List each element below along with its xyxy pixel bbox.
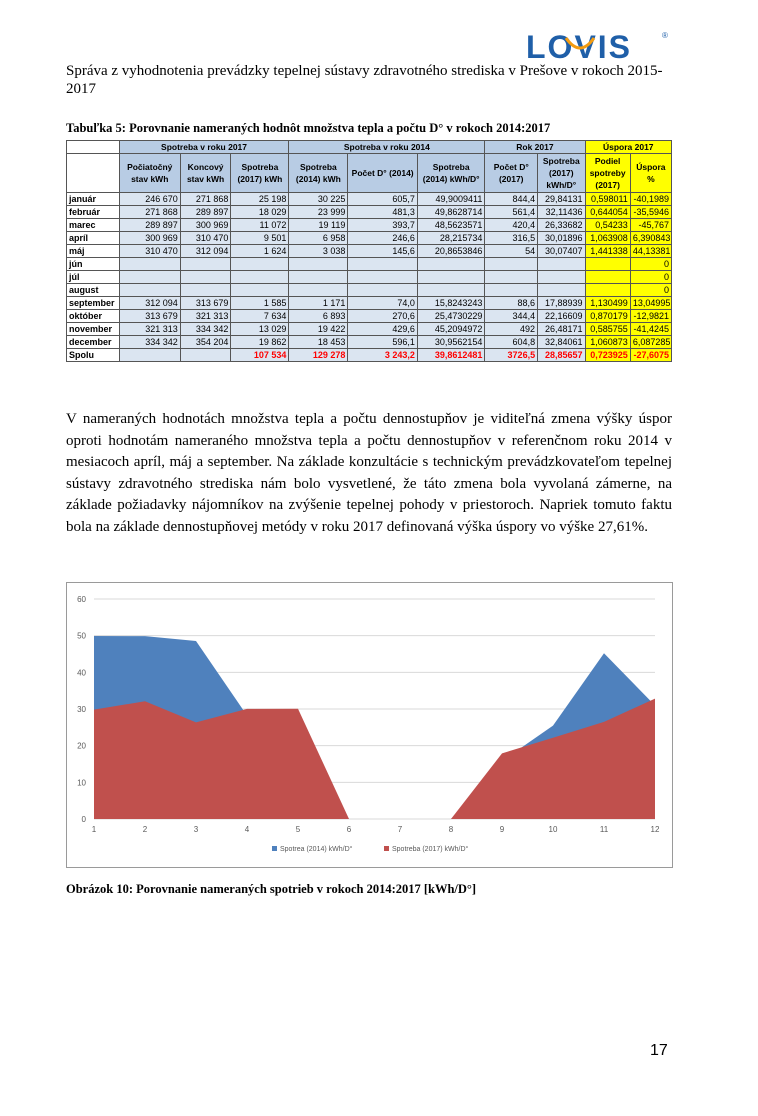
table-cell: 44,13381 [630, 245, 671, 258]
table-cell: 289 897 [119, 219, 180, 232]
month-cell: Spolu [67, 349, 120, 362]
table-cell: 129 278 [289, 349, 348, 362]
table-cell: 30,9562154 [417, 336, 484, 349]
table-cell: 11 072 [231, 219, 289, 232]
x-tick-label: 11 [599, 825, 609, 834]
table-cell: 271 868 [119, 206, 180, 219]
y-tick-label: 40 [77, 668, 86, 678]
table-cell: 300 969 [180, 219, 231, 232]
table-total-row [67, 349, 672, 362]
table-cell: 420,4 [485, 219, 538, 232]
table-cell [485, 271, 538, 284]
table-cell [348, 284, 418, 297]
table-cell: 20,8653846 [417, 245, 484, 258]
table-cell [485, 258, 538, 271]
legend-label: Spotreba (2017) kWh/D° [392, 846, 469, 853]
table-cell [538, 271, 585, 284]
table-row [67, 219, 672, 232]
table-cell: 13,04995 [630, 297, 671, 310]
table-row [67, 232, 672, 245]
column-header: Spotreba (2017) kWh [231, 154, 289, 193]
group-header: Rok 2017 [485, 141, 585, 154]
header-text: Správa z vyhodnotenia prevádzky tepelnej sústavy zdravotného strediska v Prešove v rokoch 2015-2017 [66, 63, 663, 97]
table-cell [180, 349, 231, 362]
table-cell [585, 258, 630, 271]
x-tick-label: 9 [499, 825, 505, 834]
table-cell: -27,6075 [630, 349, 671, 362]
table-row [67, 193, 672, 206]
table-cell: 246,6 [348, 232, 418, 245]
data-table [66, 140, 672, 362]
y-tick-label: 60 [77, 595, 86, 604]
group-header: Spotreba v roku 2017 [119, 141, 289, 154]
table-cell: 1,063908 [585, 232, 630, 245]
table-cell: -41,4245 [630, 323, 671, 336]
table-cell: 0,585755 [585, 323, 630, 336]
table-cell: 13 029 [231, 323, 289, 336]
table-cell: 19 422 [289, 323, 348, 336]
table-cell: 312 094 [119, 297, 180, 310]
table-cell: 492 [485, 323, 538, 336]
table-cell: 316,5 [485, 232, 538, 245]
table-cell [538, 284, 585, 297]
table-cell: 344,4 [485, 310, 538, 323]
body-paragraph: V nameraných hodnotách množstva tepla a počtu dennostupňov je viditeľná zmena výšky úspor oproti hodnotám nameraného množstva tepla a počtu dennostupňov v referenčnom roku 2014 v mesiacoch apríl, máj a september. Na základe konzultácie s technickým prevádzkovateľom tepelnej sústavy zdravotného strediska nám bolo vysvetlené, že táto zmena bola vyvolaná zámerne, na základe požiadavky nájomníkov na zvýšenie tepelnej pohody v priestoroch. Napriek tomuto faktu bola na základe dennostupňovej metódy v roku 2017 definovaná výška úspory vo výške 27,61%. [66, 411, 672, 535]
table-cell: 18 453 [289, 336, 348, 349]
table-cell: 310 470 [119, 245, 180, 258]
table-cell: 310 470 [180, 232, 231, 245]
table-cell: 605,7 [348, 193, 418, 206]
table-cell: 54 [485, 245, 538, 258]
x-tick-label: 5 [295, 825, 301, 834]
month-cell: január [67, 193, 120, 206]
table-cell: 429,6 [348, 323, 418, 336]
column-header: Spotreba (2017) kWh/D° [538, 154, 585, 193]
table-cell: 334 342 [119, 336, 180, 349]
table-cell [289, 258, 348, 271]
month-cell: júl [67, 271, 120, 284]
table-cell: 29,84131 [538, 193, 585, 206]
table-cell [585, 271, 630, 284]
x-tick-label: 7 [397, 825, 403, 834]
table-cell [180, 284, 231, 297]
table-cell [119, 349, 180, 362]
table-cell: 561,4 [485, 206, 538, 219]
month-cell: február [67, 206, 120, 219]
table-cell: 0,54233 [585, 219, 630, 232]
table-cell: 481,3 [348, 206, 418, 219]
table-cell: 18 029 [231, 206, 289, 219]
table-row [67, 258, 672, 271]
y-tick-label: 20 [77, 741, 86, 751]
table-cell: 15,8243243 [417, 297, 484, 310]
table-cell: -40,1989 [630, 193, 671, 206]
x-tick-label: 6 [346, 825, 352, 834]
y-tick-label: 50 [77, 631, 86, 641]
table-cell [417, 258, 484, 271]
table-cell: 49,8628714 [417, 206, 484, 219]
x-tick-label: 12 [650, 825, 660, 834]
table-cell: 1,130499 [585, 297, 630, 310]
table-cell: 334 342 [180, 323, 231, 336]
group-header: Spotreba v roku 2014 [289, 141, 485, 154]
table-cell: 393,7 [348, 219, 418, 232]
table-cell: 844,4 [485, 193, 538, 206]
legend-swatch [384, 846, 389, 851]
logo-text: LOVIS [526, 29, 633, 64]
table-cell [417, 284, 484, 297]
table-cell: 321 313 [180, 310, 231, 323]
table-cell: 0,644054 [585, 206, 630, 219]
month-cell: november [67, 323, 120, 336]
table-cell: 145,6 [348, 245, 418, 258]
table-cell: 30,07407 [538, 245, 585, 258]
table-cell: 3 243,2 [348, 349, 418, 362]
table-cell: -45,767 [630, 219, 671, 232]
table-cell: 30 225 [289, 193, 348, 206]
table-cell: 19 862 [231, 336, 289, 349]
chart-svg [67, 583, 672, 867]
table-caption: Tabuľka 5: Porovnanie nameraných hodnôt množstva tepla a počtu D° v rokoch 2014:2017 [66, 121, 551, 135]
table-cell: 312 094 [180, 245, 231, 258]
table-cell: 1,060873 [585, 336, 630, 349]
table-cell: 1 624 [231, 245, 289, 258]
table-cell [180, 258, 231, 271]
table-cell [231, 258, 289, 271]
table-cell: 28,85657 [538, 349, 585, 362]
x-tick-label: 4 [244, 825, 250, 834]
table-cell: 39,8612481 [417, 349, 484, 362]
table-row [67, 271, 672, 284]
table-cell: 3726,5 [485, 349, 538, 362]
lovis-logo [522, 28, 672, 64]
table-cell: 1 585 [231, 297, 289, 310]
month-cell: október [67, 310, 120, 323]
table-cell: 0,870179 [585, 310, 630, 323]
legend-label: Spotrea (2014) kWh/D° [280, 846, 353, 853]
table-cell: 25 198 [231, 193, 289, 206]
table-cell: 313 679 [119, 310, 180, 323]
table-cell [231, 271, 289, 284]
month-cell: september [67, 297, 120, 310]
table-cell: 6 958 [289, 232, 348, 245]
table-cell: 32,84061 [538, 336, 585, 349]
table-cell: 271 868 [180, 193, 231, 206]
table-cell [417, 271, 484, 284]
table-cell: 48,5623571 [417, 219, 484, 232]
column-header: Spotreba (2014) kWh [289, 154, 348, 193]
table-cell: 3 038 [289, 245, 348, 258]
x-tick-label: 8 [448, 825, 454, 834]
column-header: Počet D° (2014) [348, 154, 418, 193]
table-corner [67, 154, 120, 193]
month-cell: december [67, 336, 120, 349]
column-header: Počiatočný stav kWh [119, 154, 180, 193]
table-cell [585, 284, 630, 297]
table-cell: 88,6 [485, 297, 538, 310]
table-cell: 270,6 [348, 310, 418, 323]
table-cell: 6,390843 [630, 232, 671, 245]
month-cell: jún [67, 258, 120, 271]
table-cell: 26,48171 [538, 323, 585, 336]
table-row [67, 297, 672, 310]
table-cell [231, 284, 289, 297]
table-cell: 6,087285 [630, 336, 671, 349]
table-cell: 321 313 [119, 323, 180, 336]
column-header: Úspora % [630, 154, 671, 193]
page-number: 17 [650, 1042, 668, 1059]
table-cell: 0 [630, 284, 671, 297]
table-row [67, 284, 672, 297]
table-cell: 23 999 [289, 206, 348, 219]
table-cell: 19 119 [289, 219, 348, 232]
area-chart [66, 582, 673, 868]
logo-registered: ® [662, 31, 668, 40]
table-cell [180, 271, 231, 284]
figure-caption: Obrázok 10: Porovnanie nameraných spotrieb v rokoch 2014:2017 [kWh/D°] [66, 882, 477, 896]
table-cell [119, 271, 180, 284]
table-cell: 1 171 [289, 297, 348, 310]
table-cell: 0 [630, 258, 671, 271]
table-cell: 0,598011 [585, 193, 630, 206]
table-cell: 74,0 [348, 297, 418, 310]
table-cell: 0,723925 [585, 349, 630, 362]
x-tick-label: 1 [91, 825, 97, 834]
group-header: Úspora 2017 [585, 141, 672, 154]
table-cell: 354 204 [180, 336, 231, 349]
table-cell: 32,11436 [538, 206, 585, 219]
month-cell: máj [67, 245, 120, 258]
table-row [67, 336, 672, 349]
table-cell [119, 258, 180, 271]
legend-swatch [272, 846, 277, 851]
column-header: Počet D° (2017) [485, 154, 538, 193]
y-tick-label: 10 [77, 778, 86, 788]
table-cell: 45,2094972 [417, 323, 484, 336]
x-tick-label: 10 [548, 825, 558, 834]
table-cell: 49,9009411 [417, 193, 484, 206]
month-cell: apríl [67, 232, 120, 245]
table-cell [119, 284, 180, 297]
table-cell: -12,9821 [630, 310, 671, 323]
table-cell: 7 634 [231, 310, 289, 323]
table-corner [67, 141, 120, 154]
table-cell [348, 258, 418, 271]
month-cell: marec [67, 219, 120, 232]
table-cell: 6 893 [289, 310, 348, 323]
y-tick-label: 0 [81, 815, 86, 824]
column-header: Podiel spotreby (2017) [585, 154, 630, 193]
table-cell: 107 534 [231, 349, 289, 362]
table-cell [348, 271, 418, 284]
table-cell: 28,215734 [417, 232, 484, 245]
table-row [67, 245, 672, 258]
table-cell: 313 679 [180, 297, 231, 310]
table-cell: 1,441338 [585, 245, 630, 258]
table-cell: 17,88939 [538, 297, 585, 310]
x-tick-label: 2 [142, 825, 148, 834]
table-row [67, 323, 672, 336]
table-cell [538, 258, 585, 271]
table-cell [289, 284, 348, 297]
table-cell: 604,8 [485, 336, 538, 349]
y-tick-label: 30 [77, 705, 86, 714]
table-cell: 22,16609 [538, 310, 585, 323]
table-cell: 300 969 [119, 232, 180, 245]
table-row [67, 206, 672, 219]
table-cell: -35,5946 [630, 206, 671, 219]
table-cell: 25,4730229 [417, 310, 484, 323]
table-cell: 289 897 [180, 206, 231, 219]
column-header: Spotreba (2014) kWh/D° [417, 154, 484, 193]
x-tick-label: 3 [193, 825, 199, 834]
table-cell [289, 271, 348, 284]
table-cell: 596,1 [348, 336, 418, 349]
table-cell: 26,33682 [538, 219, 585, 232]
table-cell: 9 501 [231, 232, 289, 245]
table-cell [485, 284, 538, 297]
month-cell: august [67, 284, 120, 297]
column-header: Koncový stav kWh [180, 154, 231, 193]
table-cell: 30,01896 [538, 232, 585, 245]
table-cell: 0 [630, 271, 671, 284]
table-cell: 246 670 [119, 193, 180, 206]
table-row [67, 310, 672, 323]
